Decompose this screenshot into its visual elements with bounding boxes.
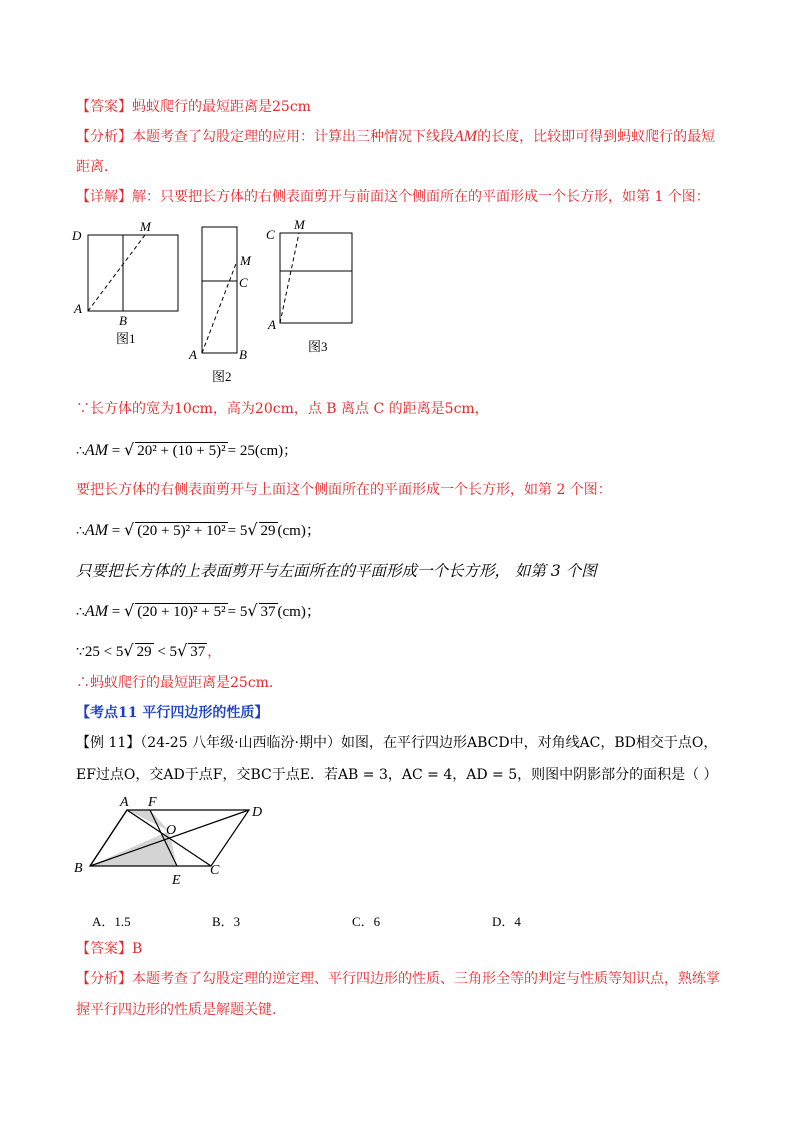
option-a-label: A． <box>92 914 115 929</box>
detail-tag: 【详解】 <box>76 189 132 205</box>
case2-line: 要把长方体的右侧表面剪开与上面这个侧面所在的平面形成一个长方形，如第 2 个图： <box>76 482 612 498</box>
fig2-label-c: C <box>239 275 248 290</box>
radical-icon: √ <box>123 641 134 660</box>
calc2-radicand: (20 + 5)² + 10² <box>137 523 226 539</box>
detail-text: 解：只要把长方体的右侧表面剪开与前面这个侧面所在的平面形成一个长方形，如第 1 个图： <box>132 189 710 205</box>
fig3-rectangle <box>280 233 352 323</box>
option-b-value: 3 <box>233 914 241 929</box>
compare-c: < 5 <box>153 644 178 660</box>
radical-icon: √ <box>124 440 135 459</box>
calc3-radicand: (20 + 10)² + 5² <box>137 604 226 620</box>
option-b-label: B． <box>212 914 234 929</box>
analysis-line-2 <box>76 157 724 177</box>
label-o: O <box>166 823 177 838</box>
shaded-triangle-boe <box>90 831 177 866</box>
option-a[interactable] <box>92 911 131 930</box>
analysis2-text: 本题考查了勾股定理的逆定理、平行四边形的性质、三角形全等的判定与性质等知识点，熟练掌 <box>132 971 720 987</box>
conclusion-line: ∴蚂蚁爬行的最短距离是25cm. <box>76 675 274 691</box>
example-text-1: （24-25 八年级·山西临汾·期中）如图，在平行四边形ABCD中，对角线AC，BD相交于点O， <box>140 735 718 751</box>
analysis2-line-2: 握平行四边形的性质是解题关键. <box>76 1002 277 1018</box>
fig2-caption: 图2 <box>212 369 232 384</box>
calc2-prefix: ∴ <box>76 523 85 539</box>
radical-icon: √ <box>177 641 188 660</box>
fig1-path-am <box>88 235 145 311</box>
detail-line <box>76 187 724 207</box>
analysis2-line <box>76 969 724 989</box>
fig1-label-m: M <box>140 219 151 234</box>
option-c[interactable] <box>352 911 380 930</box>
option-d-label: D． <box>492 914 515 929</box>
fig2-label-m: M <box>240 253 251 268</box>
fig1-caption: 图1 <box>116 331 136 346</box>
analysis-text-c: 距离． <box>76 159 118 175</box>
option-b[interactable] <box>212 911 240 930</box>
label-b: B <box>74 861 83 876</box>
calc2-rhs-b: (cm)； <box>277 523 321 539</box>
section-heading: 【考点11 平行四边形的性质】 <box>76 705 269 721</box>
answer-text: 蚂蚁爬行的最短距离是25cm <box>132 99 311 115</box>
example-line-1 <box>76 733 724 753</box>
calc1-line: ∴AM = √ 20² + (10 + 5)² = 25(cm)； <box>76 440 298 459</box>
fig2-rectangle <box>202 227 237 353</box>
label-c: C <box>210 863 220 878</box>
calc1-tail: ； <box>283 443 298 459</box>
option-c-value: 6 <box>373 914 381 929</box>
option-a-value: 1.5 <box>114 914 131 929</box>
radical-icon: √ <box>247 520 258 539</box>
answer-line <box>76 97 724 117</box>
fig1-label-d: D <box>72 228 82 243</box>
analysis-tag: 【分析】 <box>76 129 132 145</box>
analysis-line <box>76 127 724 147</box>
label-f: F <box>148 795 157 810</box>
analysis-text: 本题考查了勾股定理的应用：计算出三种情况下线段 <box>132 129 454 145</box>
fig3-label-m: M <box>294 217 305 232</box>
fig1-label-a: A <box>74 301 82 316</box>
calc1-prefix: ∴ <box>76 443 85 459</box>
fig1-rectangle <box>88 235 178 311</box>
answer2-text: B <box>132 941 143 957</box>
radical-icon: √ <box>247 601 258 620</box>
answer-tag: 【答案】 <box>76 99 132 115</box>
option-d-value: 4 <box>514 914 521 929</box>
fig1-label-b: B <box>119 313 127 328</box>
fig3-caption: 图3 <box>308 339 328 354</box>
analysis2-tag: 【分析】 <box>76 971 132 987</box>
compare-b: 29 <box>136 644 152 660</box>
calc1-lhs: AM <box>84 442 109 459</box>
radical-icon: √ <box>124 601 135 620</box>
compare-a: 25 < 5 <box>84 644 124 660</box>
unfolding-figures <box>60 215 380 390</box>
example-tag: 【例 11】 <box>76 735 141 751</box>
calc3-rhs-rad: 37 <box>260 604 276 620</box>
given-line: ∵长方体的宽为10cm，高为20cm，点 B 离点 C 的距离是5cm， <box>76 401 489 417</box>
example-line-2: EF过点O，交AD于点F，交BC于点E．若AB = 3，AC = 4，AD = 5，则图中阴影部分的面积是（ ） <box>76 767 718 783</box>
fig3-label-a: A <box>268 317 276 332</box>
calc3-rhs-b: (cm)； <box>277 604 321 620</box>
analysis-text-b: 的长度，比较即可得到蚂蚁爬行的最短 <box>477 129 716 145</box>
compare-d: 37 <box>190 644 206 660</box>
shaded-triangle-afo <box>127 810 169 831</box>
compare-tail: ， <box>207 644 222 660</box>
calc3-lhs: AM <box>84 603 109 620</box>
fig2-label-a: A <box>189 347 197 362</box>
case3-line: 只要把长方体的上表面剪开与左面所在的平面形成一个长方形， 如第 3 个图 <box>76 562 597 580</box>
fig2-label-b: B <box>239 347 247 362</box>
analysis-am: AM <box>454 128 478 145</box>
calc3-rhs-a: = 5 <box>227 604 248 620</box>
option-d[interactable] <box>492 911 521 930</box>
fig2-path-am <box>202 261 237 353</box>
calc1-rhs: = 25(cm) <box>227 443 284 459</box>
option-c-label: C． <box>352 914 374 929</box>
calc3-line: ∴AM = √ (20 + 10)² + 5² = 5√ 37 (cm)； <box>76 601 321 620</box>
calc2-rhs-a: = 5 <box>227 523 248 539</box>
fig3-label-c: C <box>266 227 275 242</box>
calc3-prefix: ∴ <box>76 604 85 620</box>
label-a: A <box>120 795 129 810</box>
calc2-line: ∴AM = √ (20 + 5)² + 10² = 5√ 29 (cm)； <box>76 520 321 539</box>
parallelogram-figure <box>66 790 286 890</box>
calc2-rhs-rad: 29 <box>260 523 276 539</box>
compare-prefix: ∵ <box>76 644 85 660</box>
answer2-tag: 【答案】 <box>76 941 132 957</box>
fig3-path-am <box>280 233 299 323</box>
label-d: D <box>252 805 263 820</box>
radical-icon: √ <box>124 520 135 539</box>
label-e: E <box>172 873 181 888</box>
answer2-line <box>76 939 724 959</box>
compare-line <box>76 641 724 662</box>
calc1-radicand: 20² + (10 + 5)² <box>137 443 226 459</box>
calc2-lhs: AM <box>84 522 109 539</box>
